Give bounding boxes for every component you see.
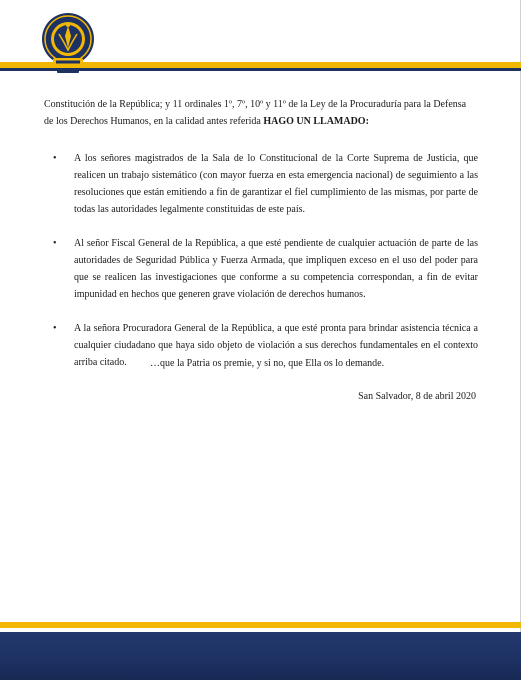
date-line: San Salvador, 8 de abril 2020 xyxy=(358,391,476,402)
appeal-text: Al señor Fiscal General de la República, a que esté pendiente de cualquier actuación de parte de las autoridades de Seguridad Pública y Fuerza Armada, que impliquen exceso en el uso del poder para que se realicen las investigaciones que conforme a su competencia correspondan, a fin de evitar impunidad en hechos que generen grave violación de derechos humanos. xyxy=(74,238,478,300)
footer-navy-block xyxy=(0,632,521,680)
footer-band xyxy=(0,622,521,680)
appeal-item xyxy=(44,235,478,303)
intro-text: Constitución de la República; y 11 ordinales 1º, 7º, 10º y 11º de la Ley de la Procuraduría para la Defensa de los Derechos Humanos, en la calidad antes referida xyxy=(44,99,467,127)
footer-gold-stripe xyxy=(0,622,521,628)
bullet-icon: • xyxy=(53,153,57,164)
document-body xyxy=(44,96,478,388)
closing-motto: …que la Patria os premie, y si no, que Ella os lo demande. xyxy=(150,358,385,369)
intro-paragraph xyxy=(44,96,478,130)
appeal-text: A la señora Procuradora General de la República, a que esté pronta para brindar asistencia técnica a cualquier ciudadano que haya sido objeto de violación a sus derechos fundamentales en el contexto arriba citado. xyxy=(74,323,478,368)
intro-emphasis: HAGO UN LLAMADO: xyxy=(263,116,369,127)
appeal-list xyxy=(44,150,478,371)
appeal-item xyxy=(44,150,478,218)
bullet-icon: • xyxy=(53,323,57,334)
appeal-text: A los señores magistrados de la Sala de lo Constitucional de la Corte Suprema de Justicia, que realicen un trabajo sistemático (con mayor fuerza en esta emergencia nacional) de seguimiento a las resoluciones que están emitiendo a fin de garantizar el fiel cumplimiento de las mismas, por parte de todas las autoridades legalmente constituidas de este país. xyxy=(74,153,478,215)
bullet-icon: • xyxy=(53,238,57,249)
pddh-seal-logo xyxy=(40,12,96,74)
